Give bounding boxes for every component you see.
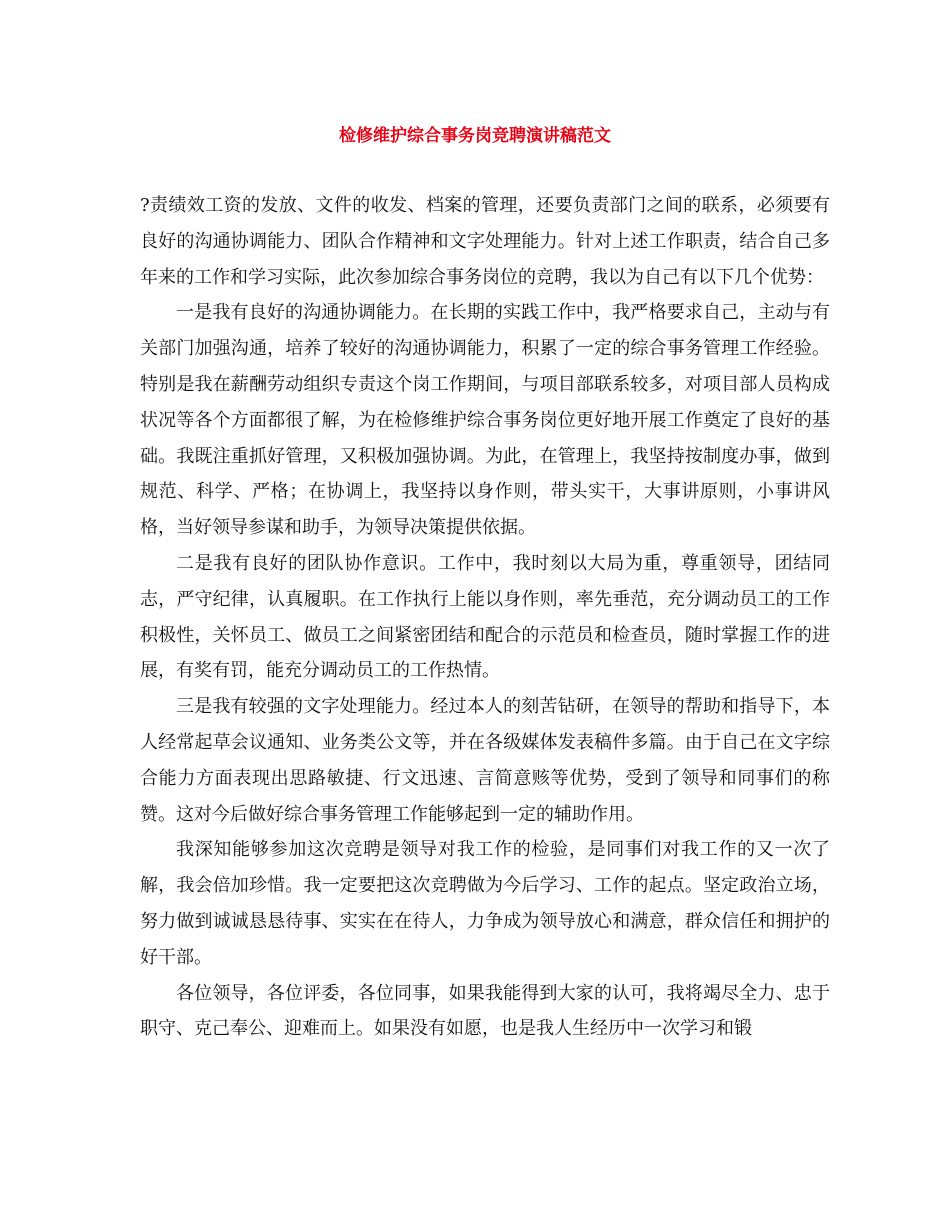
paragraph-gratitude: 我深知能够参加这次竞聘是领导对我工作的检验，是同事们对我工作的又一次了解，我会倍加珍惜。我一定要把这次竞聘做为今后学习、工作的起点。坚定政治立场，努力做到诚诚恳恳待事、实实在在待人，力争成为领导放心和满意，群众信任和拥护的好干部。 [140,839,830,968]
paragraph-intro: ?责绩效工资的发放、文件的收发、档案的管理，还要负责部门之间的联系，必须要有良好的沟通协调能力、团队合作精神和文字处理能力。针对上述工作职责，结合自己多年来的工作和学习实际，此次参加综合事务岗位的竞聘，我以为自己有以下几个优势： [140,195,830,288]
paragraph-teamwork: 二是我有良好的团队协作意识。工作中，我时刻以大局为重，尊重领导，团结同志，严守纪律，认真履职。在工作执行上能以身作则，率先垂范，充分调动员工的工作积极性，关怀员工、做员工之间紧密团结和配合的示范员和检查员，随时掌握工作的进展，有奖有罚，能充分调动员工的工作热情。 [140,552,830,682]
paragraph-writing: 三是我有较强的文字处理能力。经过本人的刻苦钻研，在领导的帮助和指导下，本人经常起草会议通知、业务类公文等，并在各级媒体发表稿件多篇。由于自己在文字综合能力方面表现出思路敏捷、行文迅速、言简意赅等优势，受到了领导和同事们的称赞。这对今后做好综合事务管理工作能够起到一定的辅助作用。 [140,696,830,825]
document-title: 检修维护综合事务岗竞聘演讲稿范文 [339,126,611,146]
paragraph-closing: 各位领导，各位评委，各位同事，如果我能得到大家的认可，我将竭尽全力、忠于职守、克己奉公、迎难而上。如果没有如愿，也是我人生经历中一次学习和锻 [140,982,830,1040]
document-body [140,188,830,1047]
paragraph-communication: 一是我有良好的沟通协调能力。在长期的实践工作中，我严格要求自己，主动与有关部门加强沟通，培养了较好的沟通协调能力，积累了一定的综合事务管理工作经验。特别是我在薪酬劳动组织专责这个岗工作期间，与项目部联系较多，对项目部人员构成状况等各个方面都很了解，为在检修维护综合事务岗位更好地开展工作奠定了良好的基础。我既注重抓好管理，又积极加强协调。为此，在管理上，我坚持按制度办事，做到规范、科学、严格；在协调上，我坚持以身作则，带头实干，大事讲原则，小事讲风格，当好领导参谋和助手，为领导决策提供依据。 [140,302,830,539]
